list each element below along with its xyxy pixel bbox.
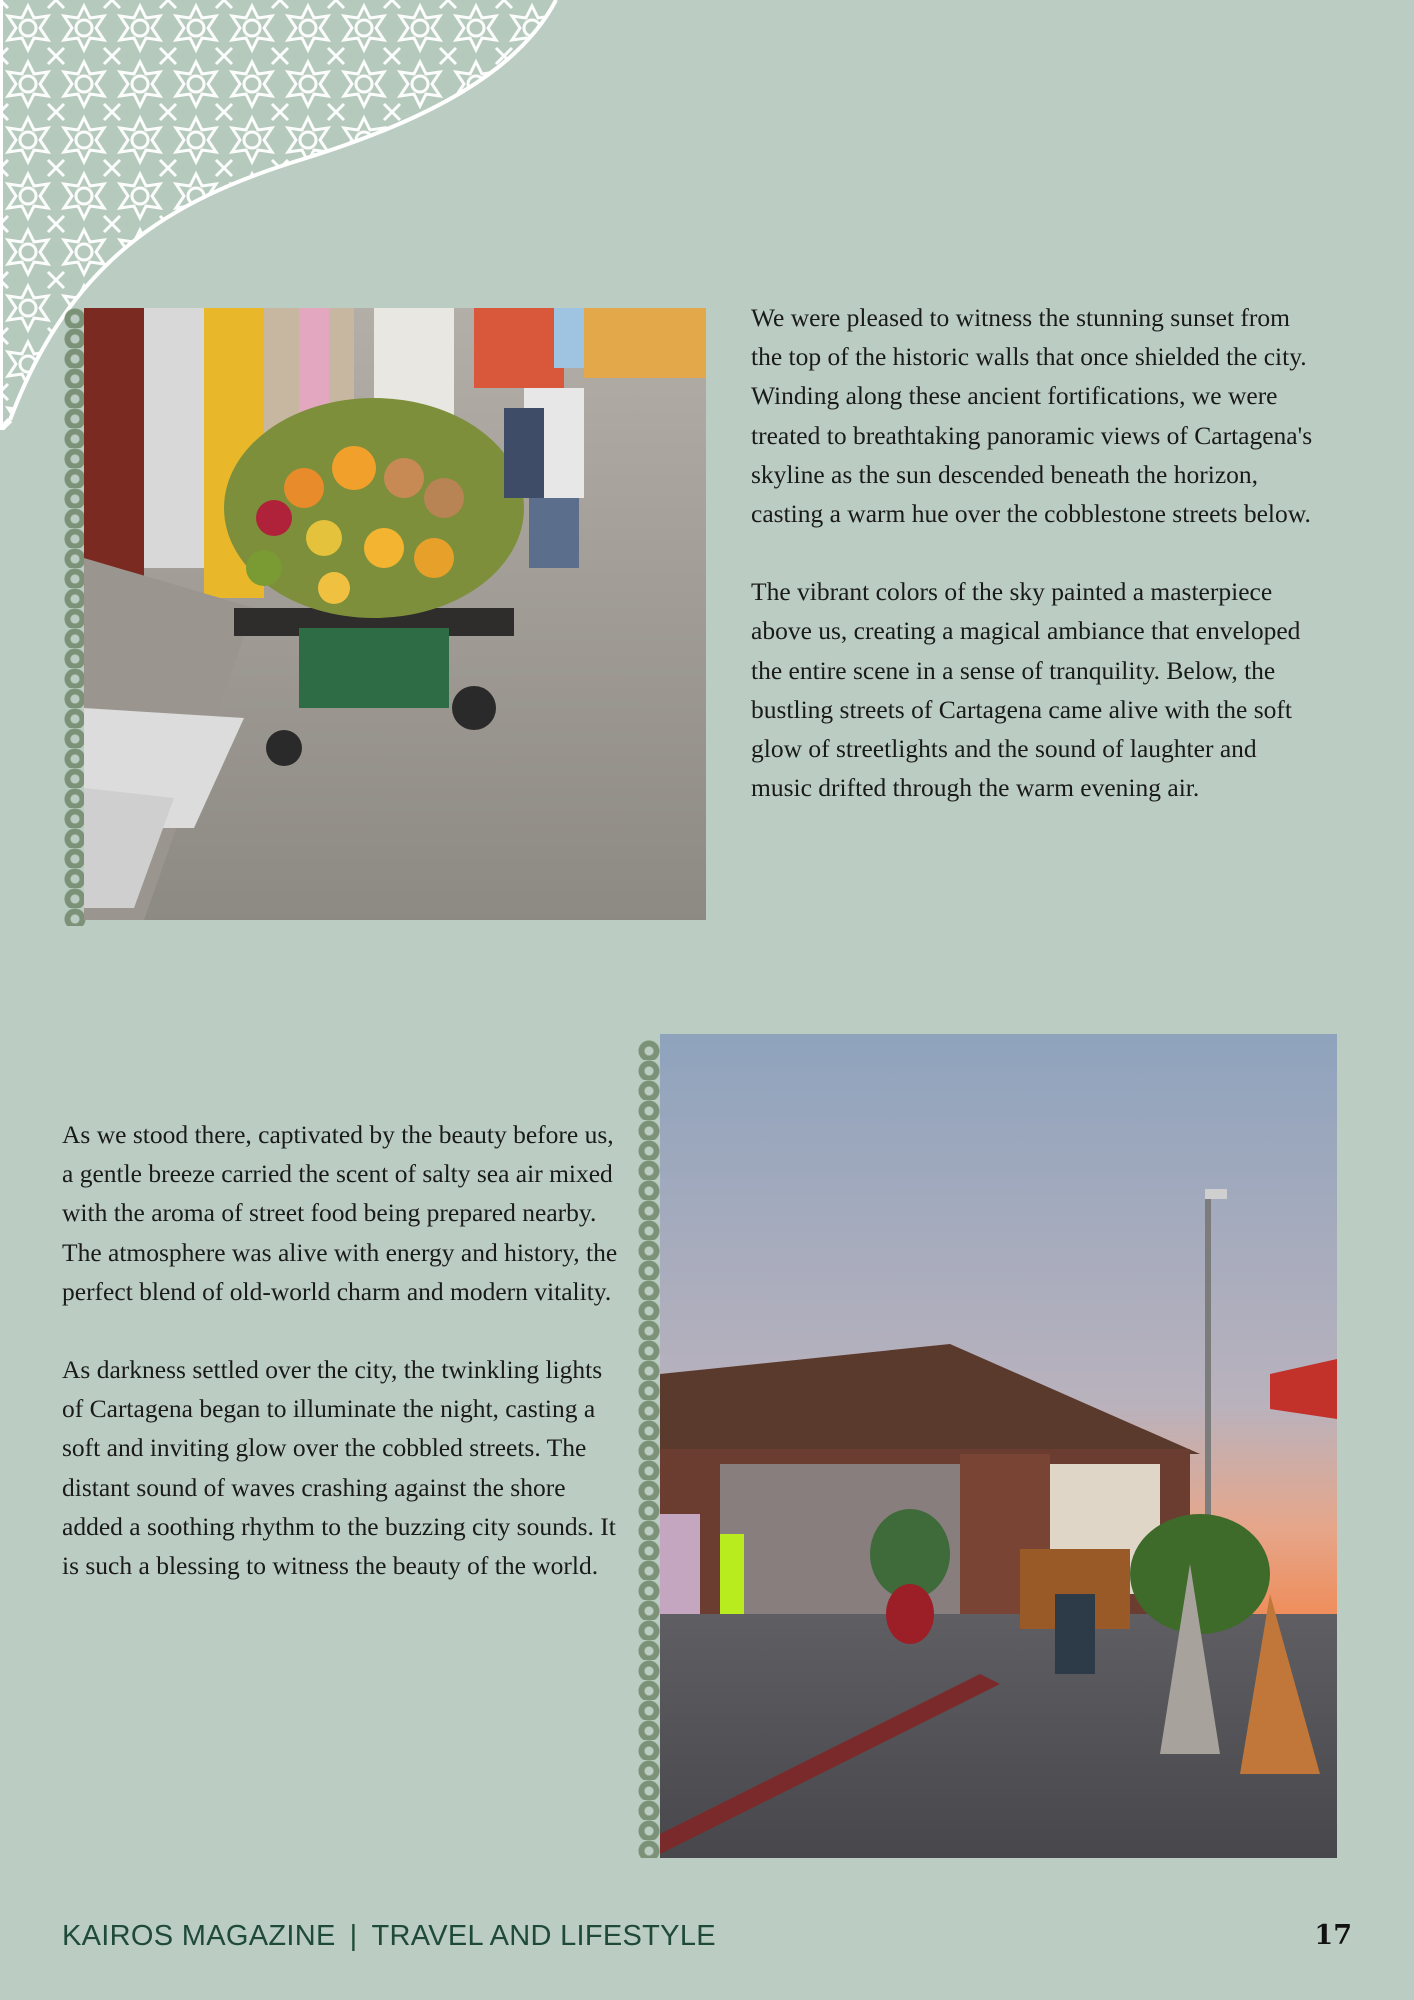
paragraph-3: As we stood there, captivated by the beauty before us, a gentle breeze carried the scent of salty sea air mixed with the aroma of street food being prepared nearby. The atmosphere was alive with energy and history, the perfect blend of old-world charm and modern vitality. xyxy=(62,1120,618,1306)
sunset-restaurant-photo xyxy=(660,1034,1337,1858)
photo-border-scallop xyxy=(64,308,86,926)
fruit-cart-photo xyxy=(84,308,706,920)
footer-separator: | xyxy=(349,1920,358,1952)
paragraph-1: We were pleased to witness the stunning sunset from the top of the historic walls that once shielded the city. Winding along these ancient fortifications, we were treated to breathtaking panoramic views of Cartagena's skyline as the sun descended beneath the horizon, casting a warm hue over the cobblestone streets below. xyxy=(751,303,1313,529)
page-number: 17 xyxy=(1314,1920,1352,1951)
footer-publication xyxy=(62,1920,716,1953)
paragraph-2: The vibrant colors of the sky painted a masterpiece above us, creating a magical ambiance that enveloped the entire scene in a sense of tranquility. Below, the bustling streets of Cartagena came alive with the soft glow of streetlights and the sound of laughter and music drifted through the warm evening air. xyxy=(751,577,1301,803)
photo-border-scallop xyxy=(638,1040,660,1858)
section-name: TRAVEL AND LIFESTYLE xyxy=(371,1920,716,1952)
magazine-name: KAIROS MAGAZINE xyxy=(62,1920,336,1952)
paragraph-4: As darkness settled over the city, the twinkling lights of Cartagena began to illuminate the night, casting a soft and inviting glow over the cobbled streets. The distant sound of waves crashing against the shore added a soothing rhythm to the buzzing city sounds. It is such a blessing to witness the beauty of the world. xyxy=(62,1355,616,1581)
article-column-top xyxy=(751,298,1321,846)
article-column-bottom xyxy=(62,1115,622,1624)
